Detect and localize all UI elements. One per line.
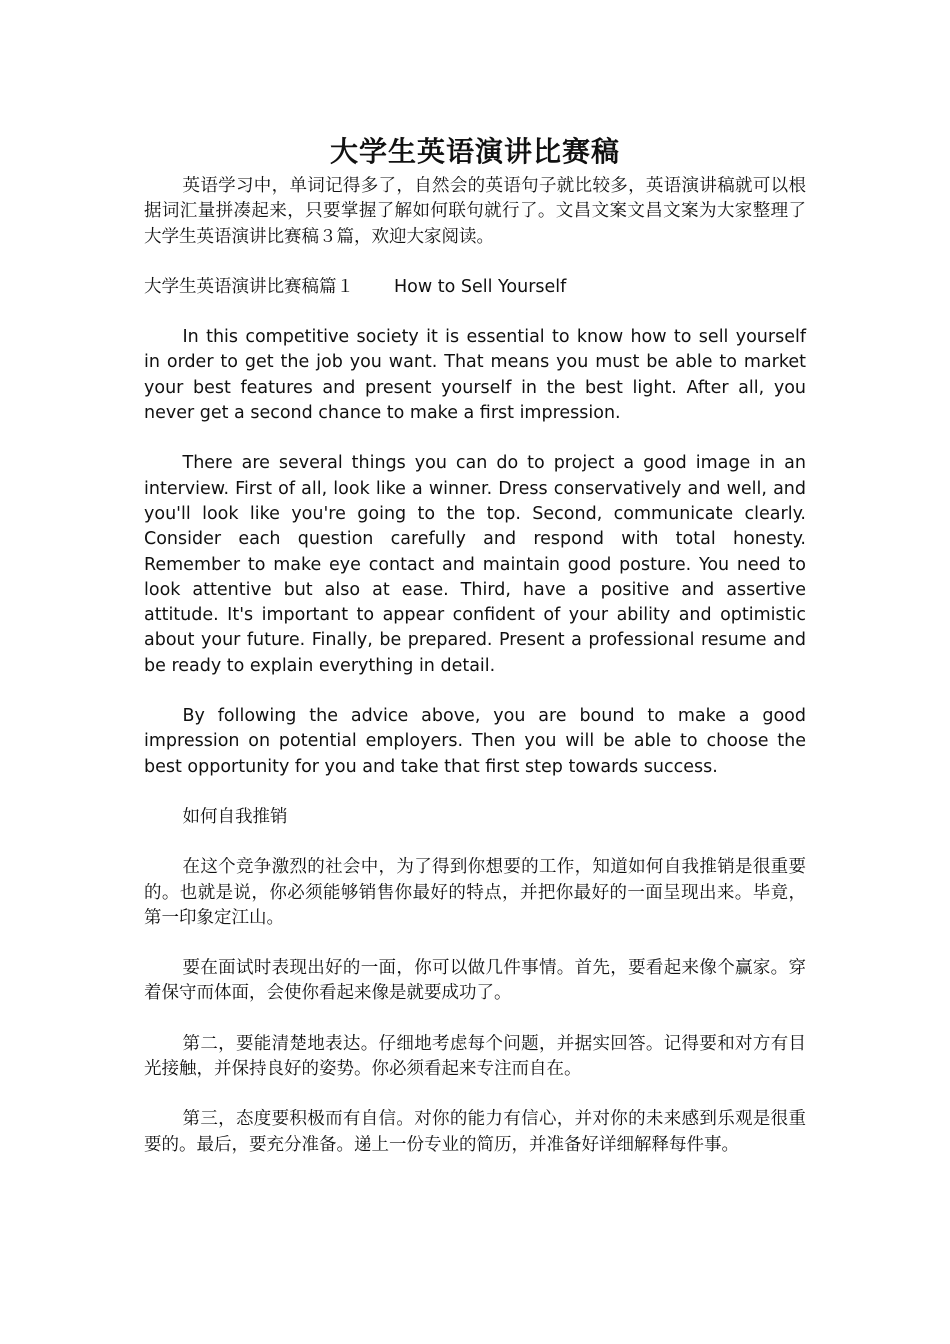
english-paragraph: In this competitive society it is essential to know how to sell yourself in order to get the job you want. That means you must be able to market your best features and present yourself in the best light. After all, you never get a second chance to make a first impression. — [144, 327, 806, 424]
section-label: 大学生英语演讲比赛稿篇１ — [144, 276, 354, 297]
document-title: 大学生英语演讲比赛稿 — [329, 135, 620, 168]
english-paragraph: By following the advice above, you are bound to make a good impression on potential employers. Then you will be able to choose the best opportunity for you and take that first step towards success. — [144, 706, 806, 777]
chinese-paragraph: 第三，态度要积极而有自信。对你的能力有信心，并对你的未来感到乐观是很重要的。最后，要充分准备。递上一份专业的简历，并准备好详细解释每件事。 — [144, 1109, 806, 1155]
chinese-title: 如何自我推销 — [182, 806, 288, 827]
chinese-paragraph: 要在面试时表现出好的一面，你可以做几件事情。首先，要看起来像个赢家。穿着保守而体面，会使你看起来像是就要成功了。 — [144, 958, 806, 1004]
english-title: How to Sell Yourself — [394, 276, 567, 297]
chinese-paragraph: 在这个竞争激烈的社会中，为了得到你想要的工作，知道如何自我推销是很重要的。也就是说，你必须能够销售你最好的特点，并把你最好的一面呈现出来。毕竟，第一印象定江山。 — [144, 857, 806, 928]
chinese-paragraph: 第二，要能清楚地表达。仔细地考虑每个问题，并据实回答。记得要和对方有目光接触，并保持良好的姿势。你必须看起来专注而自在。 — [144, 1033, 806, 1080]
section-heading — [144, 275, 806, 300]
english-paragraph: There are several things you can do to project a good image in an interview. First of all, look like a winner. Dress conservatively and well, and you'll look like you're going to the top. Second, communicate clearly. Consider each question carefully and respond with total honesty. Remember to make eye contact and maintain good posture. You need to look attentive but also at ease. Third, have a positive and assertive attitude. It's important to appear confident of your ability and optimistic about your future. Finally, be prepared. Present a professional resume and be ready to explain everything in detail. — [144, 453, 806, 676]
document-page — [144, 130, 806, 1158]
intro-paragraph: 英语学习中，单词记得多了，自然会的英语句子就比较多，英语演讲稿就可以根据词汇量拼凑起来，只要掌握了解如何联句就行了。文昌文案文昌文案为大家整理了大学生英语演讲比赛稿３篇，欢迎大家阅读。 — [144, 176, 806, 247]
